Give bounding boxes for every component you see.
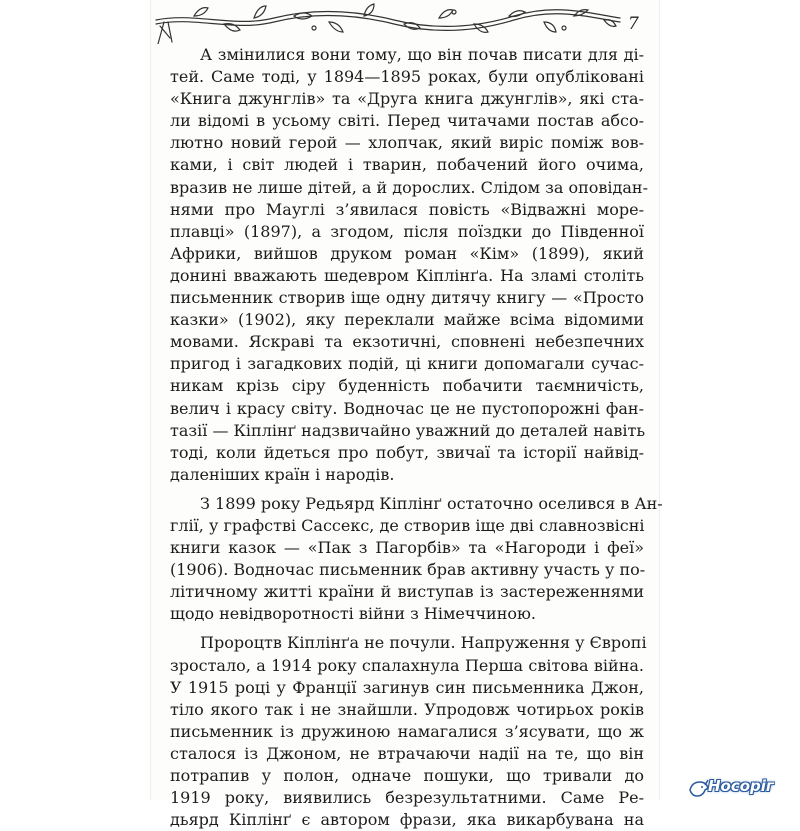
text-line: нями про Мауглі з’явилася повість «Відважні море-: [170, 199, 644, 219]
rhino-logo-icon: [688, 776, 710, 798]
text-line: А змінилися вони тому, що він почав писати для ді-: [200, 45, 644, 64]
text-line: глії, у графстві Сассекс, де створив іще дві славнозвісні: [170, 515, 645, 535]
text-line: ли відомі в усьому світі. Перед читачами постав абсо-: [170, 111, 644, 131]
text-line: вразив не лише дітей, а й дорослих. Слідом за оповідан-: [170, 177, 648, 197]
page-number: 7: [628, 14, 639, 34]
text-line: даленіших країн і народів.: [170, 464, 395, 484]
text-line: пригод і загадкових подій, ці книги допомагали сучас-: [170, 354, 644, 374]
text-line: донині вважають шедевром Кіплінґа. На зламі століть: [170, 265, 644, 285]
text-line: З 1899 року Редьярд Кіплінґ остаточно оселився в Ан-: [200, 493, 663, 513]
text-line: письменник із дружиною намагалися з’ясувати, що ж: [170, 721, 644, 741]
paragraph: [170, 44, 648, 486]
text-line: (1906). Водночас письменник брав активну участь у по-: [170, 560, 646, 580]
text-line: Пророцтв Кіплінґа не почули. Напруження у Європі: [200, 633, 647, 653]
text-line: мовами. Яскраві та екзотичні, сповнені небезпечних: [170, 332, 644, 352]
text-line: письменник створив іще одну дитячу книгу — «Просто: [170, 288, 644, 308]
text-line: никам крізь сіру буденність побачити таємничість,: [170, 376, 644, 396]
text-line: щодо невідворотності війни з Німеччиною.: [170, 604, 536, 624]
text-line: 1919 року, виявились безрезультатними. Саме Ре-: [170, 788, 644, 808]
text-line: сталося із Джоном, не втрачаючи надії на те, що він: [170, 743, 644, 763]
text-line: плавці» (1897), а згодом, після поїздки до Південної: [170, 221, 644, 241]
text-line: У 1915 році у Франції загинув син письменника Джон,: [170, 677, 644, 697]
text-line: дьярд Кіплінґ є автором фрази, яка викарбувана на: [170, 810, 644, 830]
text-line: тазії — Кіплінґ надзвичайно уважний до деталей навіть: [170, 420, 646, 440]
text-line: тоді, коли йдеться про побут, звичаї та історії найвід-: [170, 442, 644, 462]
text-line: «Книга джунглів» та «Друга книга джунглів», які ста-: [170, 89, 644, 109]
text-line: Африки, вийшов друком роман «Кім» (1899), який: [170, 243, 644, 263]
text-line: тіло якого так і не знайшли. Упродовж чотирьох років: [170, 699, 644, 719]
botanical-branch-ornament-icon: [154, 2, 624, 44]
text-line: зростало, а 1914 року спалахнула Перша світова війна.: [170, 655, 644, 675]
text-line: книги казок — «Пак з Пагорбів» та «Нагороди і феї»: [170, 538, 644, 558]
text-line: літичному житті країни й виступав із застереженнями: [170, 582, 644, 602]
text-line: велич і красу світу. Водночас це не пустопорожні фан-: [170, 398, 644, 418]
text-line: тей. Саме тоді, у 1894—1895 роках, були опубліковані: [170, 67, 644, 87]
body-text: [170, 44, 663, 831]
text-line: казки» (1902), яку переклали майже всіма відомими: [170, 310, 644, 330]
watermark-text: Носоріг: [708, 777, 774, 795]
text-line: потрапив у полон, одначе пошуки, що тривали до: [170, 766, 644, 785]
text-line: лютно новий герой — хлопчак, який виріс поміж вов-: [170, 133, 644, 153]
text-line: ками, і світ людей і тварин, побачений його очима,: [170, 155, 644, 175]
paragraph: [170, 632, 647, 831]
paragraph: [170, 493, 663, 626]
publisher-watermark: [688, 776, 796, 798]
